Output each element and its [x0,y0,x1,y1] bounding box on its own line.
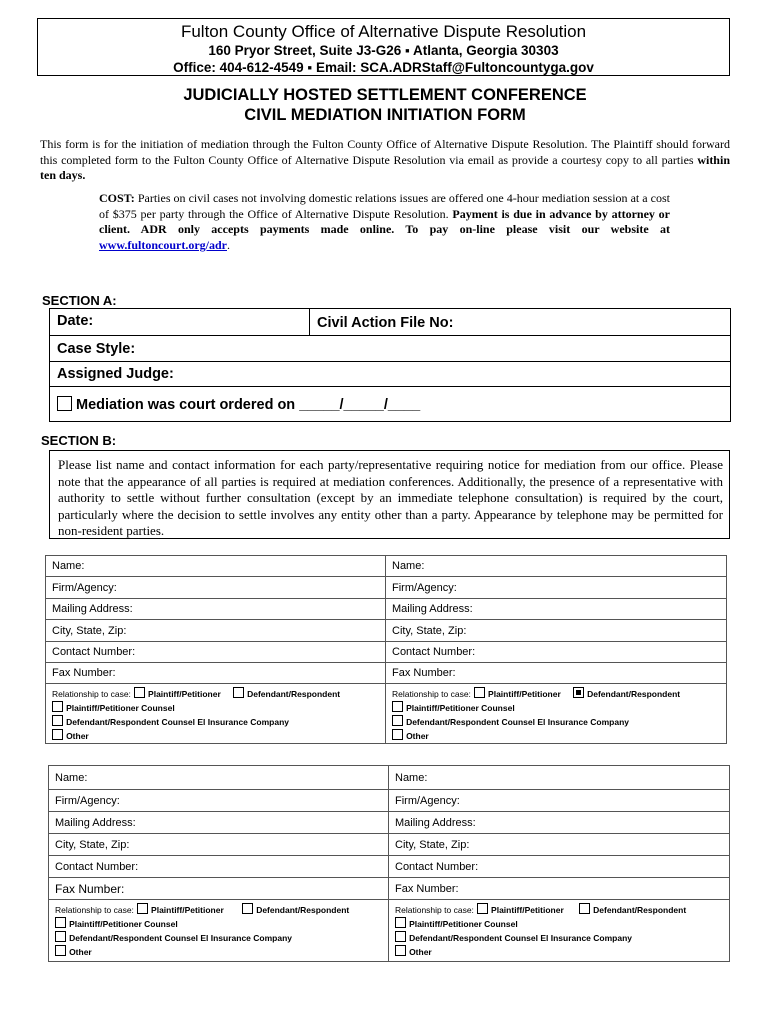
other-checkbox[interactable] [52,729,63,740]
firm-label: Firm/Agency: [392,581,457,594]
party-4-mailing[interactable] [389,812,730,834]
party-4-firm[interactable] [389,790,730,812]
name-label: Name: [395,771,428,784]
mailing-label: Mailing Address: [395,816,476,829]
party-4-fax[interactable] [389,878,730,900]
assigned-judge-label: Assigned Judge: [57,366,174,382]
defendant-counsel-label: Defendant/Respondent Counsel El Insurance Company [406,717,629,727]
other-checkbox[interactable] [395,945,406,956]
party-2-contact[interactable] [386,642,727,663]
party-2-name[interactable] [386,556,727,577]
case-style-field[interactable] [50,336,731,362]
fax-label: Fax Number: [395,882,459,895]
city-label: City, State, Zip: [55,838,130,851]
cost-text: Parties on civil cases not involving domestic relations issues are offered one 4-hour mediation session at a cost of $375 per party through the Office of Alternative Dispute Resolution. [99,191,670,221]
party-4-name[interactable] [389,766,730,790]
other-label: Other [69,947,92,957]
party-1-contact[interactable] [46,642,386,663]
defendant-checkbox[interactable] [573,687,584,698]
party-1-name[interactable] [46,556,386,577]
plaintiff-counsel-checkbox[interactable] [392,701,403,712]
plaintiff-counsel-label: Plaintiff/Petitioner Counsel [406,703,515,713]
contact-label: Contact Number: [395,860,479,873]
other-label: Other [406,731,429,741]
other-checkbox[interactable] [55,945,66,956]
cost-payment-note: Payment is due in advance by attorney or client. ADR only accepts payments made online. To pay on-line please visit our website at [99,206,670,236]
intro-deadline: within ten days. [40,152,730,182]
plaintiff-counsel-label: Plaintiff/Petitioner Counsel [69,919,178,929]
plaintiff-label: Plaintiff/Petitioner [148,689,221,699]
assigned-judge-field[interactable] [50,362,731,387]
other-label: Other [66,731,89,741]
office-contact: Office: 404-612-4549 ▪ Email: SCA.ADRStaff@Fultoncountyga.gov [173,60,594,75]
case-style-label: Case Style: [57,340,136,357]
name-label: Name: [392,560,425,572]
defendant-counsel-label: Defendant/Respondent Counsel El Insurance Company [409,933,632,943]
fax-label: Fax Number: [55,881,125,896]
office-name: Fulton County Office of Alternative Dispute Resolution [180,22,587,41]
mediation-ordered-row [50,387,731,422]
relationship-label: Relationship to case: [395,905,474,915]
civil-action-label: Civil Action File No: [317,315,454,331]
defendant-counsel-label: Defendant/Respondent Counsel El Insurance Company [66,717,289,727]
defendant-counsel-checkbox[interactable] [52,715,63,726]
mediation-date-blank[interactable]: _____/_____/____ [299,396,421,413]
fax-label: Fax Number: [52,667,116,679]
relationship-label: Relationship to case: [52,689,131,699]
party-2-city[interactable] [386,620,727,642]
cost-end: . [227,237,230,252]
party-4-contact[interactable] [389,856,730,878]
defendant-counsel-checkbox[interactable] [395,931,406,942]
other-label: Other [409,947,432,957]
party-4-city[interactable] [389,834,730,856]
cost-label: COST: [99,191,135,205]
party-1-mailing[interactable] [46,599,386,620]
firm-label: Firm/Agency: [395,794,460,807]
city-label: City, State, Zip: [392,624,467,637]
section-a-table [49,308,731,422]
defendant-checkbox[interactable] [579,903,590,914]
firm-label: Firm/Agency: [52,581,117,594]
city-label: City, State, Zip: [395,838,470,851]
date-field[interactable] [50,309,310,336]
date-label: Date: [57,313,94,329]
plaintiff-checkbox[interactable] [477,903,488,914]
plaintiff-label: Plaintiff/Petitioner [491,905,564,915]
adr-website-link[interactable]: www.fultoncourt.org/adr [99,237,227,252]
plaintiff-counsel-checkbox[interactable] [395,917,406,928]
civil-action-field[interactable] [310,309,731,336]
section-b-instructions: Please list name and contact information for each party/representative requiring notice for mediation from our office. Please note that the appearance of all parties is required at mediation conferences. Additionally, the presence of a representative with authority to settle without further consultation (except by an immediate telephone consultation) is required by the court, particularly where the decision to settle involves any entity other than a party. Appearance by telephone may be permitted for non-resident parties. [49,450,730,539]
name-label: Name: [52,560,85,572]
mailing-label: Mailing Address: [392,603,473,615]
party-3-mailing[interactable] [49,812,389,834]
party-3-fax[interactable] [49,878,389,900]
defendant-label: Defendant/Respondent [587,689,681,699]
form-title-line1: JUDICIALLY HOSTED SETTLEMENT CONFERENCE [183,86,587,104]
other-checkbox[interactable] [392,729,403,740]
party-table-2 [48,765,730,962]
party-1-fax[interactable] [46,663,386,684]
contact-label: Contact Number: [55,860,139,873]
party-2-firm[interactable] [386,577,727,599]
party-3-relationship [49,900,389,962]
section-a-label: SECTION A: [42,293,117,308]
party-table-1 [45,555,727,744]
party-1-firm[interactable] [46,577,386,599]
intro-text: This form is for the initiation of mediation through the Fulton County Office of Alternative Dispute Resolution. The Plaintiff should forward this completed form to the Fulton County Office of Alternative Dispute Resolution via email as provide a courtesy copy to all parties [40,137,730,167]
party-1-city[interactable] [46,620,386,642]
party-2-fax[interactable] [386,663,727,684]
party-3-city[interactable] [49,834,389,856]
contact-label: Contact Number: [392,646,476,658]
defendant-checkbox[interactable] [242,903,253,914]
relationship-label: Relationship to case: [392,689,471,699]
party-1-relationship [46,684,386,744]
defendant-checkbox[interactable] [233,687,244,698]
mailing-label: Mailing Address: [55,816,136,829]
defendant-counsel-label: Defendant/Respondent Counsel El Insurance Company [69,933,292,943]
relationship-label: Relationship to case: [55,905,134,915]
form-title-line2: CIVIL MEDIATION INITIATION FORM [244,106,526,124]
plaintiff-counsel-checkbox[interactable] [55,917,66,928]
mediation-ordered-checkbox[interactable] [57,396,72,411]
plaintiff-counsel-label: Plaintiff/Petitioner Counsel [66,703,175,713]
party-3-name[interactable] [49,766,389,790]
plaintiff-label: Plaintiff/Petitioner [151,905,224,915]
party-3-firm[interactable] [49,790,389,812]
mailing-label: Mailing Address: [52,603,133,615]
defendant-label: Defendant/Respondent [256,905,350,915]
party-3-contact[interactable] [49,856,389,878]
plaintiff-checkbox[interactable] [137,903,148,914]
plaintiff-counsel-label: Plaintiff/Petitioner Counsel [409,919,518,929]
intro-paragraph [40,137,730,184]
plaintiff-label: Plaintiff/Petitioner [488,689,561,699]
cost-paragraph [99,191,670,253]
party-2-relationship [386,684,727,744]
firm-label: Firm/Agency: [55,794,120,807]
mediation-ordered-label: Mediation was court ordered on [76,396,300,413]
defendant-label: Defendant/Respondent [593,905,687,915]
defendant-label: Defendant/Respondent [247,689,341,699]
party-2-mailing[interactable] [386,599,727,620]
plaintiff-counsel-checkbox[interactable] [52,701,63,712]
section-b-label: SECTION B: [41,433,117,448]
plaintiff-checkbox[interactable] [134,687,145,698]
contact-label: Contact Number: [52,646,136,658]
office-header [37,18,730,76]
defendant-counsel-checkbox[interactable] [55,931,66,942]
name-label: Name: [55,771,88,784]
office-address: 160 Pryor Street, Suite J3-G26 ▪ Atlanta, Georgia 30303 [208,43,559,58]
defendant-counsel-checkbox[interactable] [392,715,403,726]
city-label: City, State, Zip: [52,624,127,637]
plaintiff-checkbox[interactable] [474,687,485,698]
fax-label: Fax Number: [392,667,456,679]
party-4-relationship [389,900,730,962]
